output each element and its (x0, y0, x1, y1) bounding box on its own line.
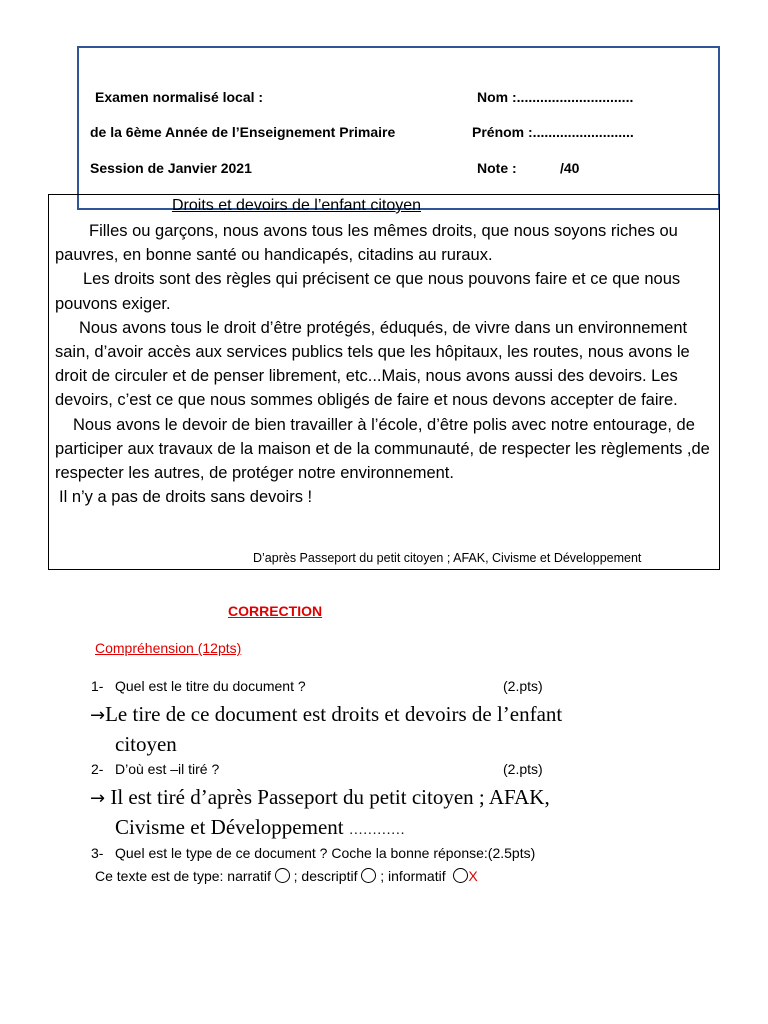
session-label: Session de Janvier 2021 (90, 160, 252, 176)
document-source: D’après Passeport du petit citoyen ; AFAK, Civisme et Développement (253, 551, 642, 565)
passage-text (55, 219, 715, 509)
radio-circle-icon[interactable] (275, 868, 290, 883)
question-number: 1- (91, 678, 104, 694)
choice-label: narratif (227, 868, 271, 884)
exam-label: Examen normalisé local : (95, 89, 264, 105)
question-2-points: (2.pts) (503, 761, 543, 777)
document-title: Droits et devoirs de l’enfant citoyen (172, 197, 422, 214)
answer-2 (90, 783, 550, 845)
right-arrow-icon: → (90, 788, 106, 809)
paragraph: Nous avons tous le droit d’être protégés, éduqués, de vivre dans un environnement sain, d’avoir accès aux services publics tels que les hôpitaux, les routes, nous avons le droit de circuler et de penser librement, etc...Mais, nous avons aussi des devoirs. Les devoirs, c’est ce que nous sommes obligés de faire et nous devons accepter de faire. (55, 318, 690, 410)
choice-label: ; descriptif (293, 868, 358, 884)
note-label: Note : (477, 160, 517, 176)
paragraph: Il n’y a pas de droits sans devoirs ! (59, 488, 313, 507)
answer-line: Il est tiré d’après Passeport du petit citoyen ; AFAK, (110, 785, 550, 809)
type-choices (95, 868, 478, 884)
answer-1 (90, 700, 562, 758)
correction-heading: CORRECTION (228, 603, 323, 619)
answer-line: Civisme et Développement (115, 815, 344, 839)
question-number: 2- (91, 761, 104, 777)
note-max: /40 (560, 160, 580, 176)
answer-line: Le tire de ce document est droits et devoirs de l’enfant (105, 702, 563, 726)
nom-field: Nom :.............................. (477, 89, 634, 105)
comprehension-section-title: Compréhension (12pts) (95, 640, 242, 656)
radio-circle-icon[interactable] (453, 868, 468, 883)
paragraph: Filles ou garçons, nous avons tous les mêmes droits, que nous soyons riches ou pauvres, en bonne santé ou handicapés, citadins au ruraux. (55, 222, 678, 265)
answer-dots: ………… (348, 823, 405, 838)
paragraph: Les droits sont des règles qui précisent ce que nous pouvons faire et ce que nous pouvons exiger. (55, 270, 681, 313)
right-arrow-icon: → (90, 705, 106, 726)
paragraph: Nous avons le devoir de bien travailler à l’école, d’être polis avec notre entourage, de participer aux travaux de la maison et de la communauté, de respecter les règlements ,de respecter les autres, de protéger notre environnement. (55, 415, 710, 483)
prenom-field: Prénom :.......................... (472, 124, 634, 140)
answer-line: citoyen (115, 732, 177, 756)
question-2 (91, 761, 219, 777)
question-text: D’où est –il tiré ? (115, 761, 220, 777)
choices-intro: Ce texte est de type: (95, 868, 224, 884)
selected-x-mark: X (468, 868, 478, 884)
question-text: Quel est le titre du document ? (115, 678, 306, 694)
grade-label: de la 6ème Année de l’Enseignement Primaire (90, 124, 396, 140)
question-number: 3- (91, 845, 104, 861)
radio-circle-icon[interactable] (361, 868, 376, 883)
choice-label: ; informatif (380, 868, 446, 884)
question-1 (91, 678, 306, 694)
question-3 (91, 845, 535, 861)
question-text: Quel est le type de ce document ? Coche la bonne réponse:(2.5pts) (115, 845, 536, 861)
question-1-points: (2.pts) (503, 678, 543, 694)
